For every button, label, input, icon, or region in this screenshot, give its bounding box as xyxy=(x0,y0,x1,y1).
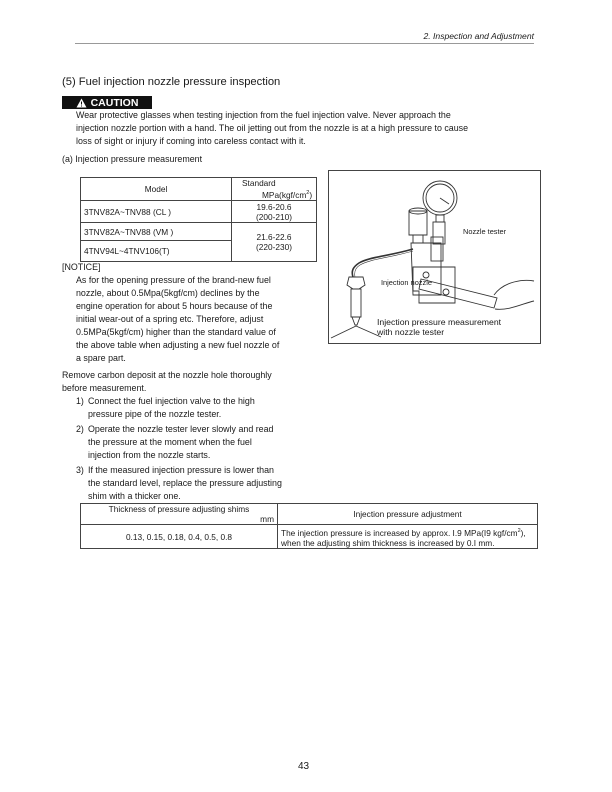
step-line: injection from the nozzle starts. xyxy=(88,450,211,460)
table-row xyxy=(81,223,317,241)
step-line: Connect the fuel injection valve to the high xyxy=(88,396,255,406)
notice-line: a spare part. xyxy=(76,353,126,363)
standard-unit: $MPa(kgf/cm^2)$ xyxy=(262,190,313,200)
column-header-adjustment: Injection pressure adjustment xyxy=(278,504,538,525)
step-number: 1) xyxy=(76,396,84,406)
notice-line: 0.5MPa(5kgf/cm) higher than the standard value of xyxy=(76,327,276,337)
value-kgf: (200-210) xyxy=(256,211,292,222)
step-line: Operate the nozzle tester lever slowly and read xyxy=(88,424,274,434)
note-line: Remove carbon deposit at the nozzle hole thoroughly xyxy=(62,370,272,380)
column-header-model: Model xyxy=(81,178,232,201)
caution-line: Wear protective glasses when testing injection from the fuel injection valve. Never approach the xyxy=(76,110,451,120)
notice-line: engine operation for about 5 hours because of the xyxy=(76,301,273,311)
step-item xyxy=(76,423,336,462)
notice-line: As for the opening pressure of the brand-new fuel xyxy=(76,275,271,285)
thickness-values-cell: 0.13, 0.15, 0.18, 0.4, 0.5, 0.8 xyxy=(81,525,278,549)
description-line: The injection pressure is increased by approx. I.9 MPa(I9 kgf/$cm^2$), xyxy=(281,527,526,538)
notice-heading: [NOTICE] xyxy=(62,262,101,272)
header-divider xyxy=(75,43,534,44)
step-number: 2) xyxy=(76,424,84,434)
model-cell: 3TNV82A~TNV88 (VM ) xyxy=(81,223,232,241)
step-item xyxy=(76,464,336,503)
caution-text xyxy=(76,109,546,148)
value-kgf: (220-230) xyxy=(256,242,292,252)
nozzle-tester-figure xyxy=(328,170,541,344)
notice-body xyxy=(76,274,326,365)
page-number: 43 xyxy=(298,761,310,772)
thickness-header-text: Thickness of pressure adjusting shims xyxy=(108,504,250,514)
value-cell xyxy=(232,223,317,262)
table-row xyxy=(81,201,317,223)
step-number: 3) xyxy=(76,465,84,475)
table-row xyxy=(81,525,538,549)
caution-line: loss of sight or injury if coming into careless contact with it. xyxy=(76,136,306,146)
caution-line: injection nozzle portion with a hand. The oil jetting out from the nozzle is at a high pressure to cause xyxy=(76,123,469,133)
step-line: pressure pipe of the nozzle tester. xyxy=(88,409,222,419)
procedure-steps xyxy=(76,395,336,505)
value-cell xyxy=(232,201,317,223)
running-header: 2. Inspection and Adjustment xyxy=(423,31,534,41)
step-line: the standard level, replace the pressure adjusting xyxy=(88,478,282,488)
column-header-thickness xyxy=(81,504,278,525)
caution-badge xyxy=(62,96,152,109)
notice-line: initial wear-out of a spring etc. Therefore, adjust xyxy=(76,314,264,324)
model-cell: 4TNV94L~4TNV106(T) xyxy=(81,241,232,262)
standard-pressure-table xyxy=(80,177,317,262)
warning-triangle-icon xyxy=(76,98,87,108)
table-header-row xyxy=(81,178,317,201)
caution-label: CAUTION xyxy=(90,96,139,109)
caption-line: Injection pressure measurement xyxy=(377,317,502,327)
step-line: shim with a thicker one. xyxy=(88,491,181,501)
value-mpa: 19.6-20.6 xyxy=(256,201,292,212)
section-title: (5) Fuel injection nozzle pressure inspection xyxy=(62,76,281,88)
label-injection-nozzle: Injection nozzle xyxy=(381,278,432,287)
thickness-unit: mm xyxy=(260,514,274,524)
step-item xyxy=(76,395,336,421)
notice-line: the above table when adjusting a new fuel nozzle of xyxy=(76,340,280,350)
step-line: the pressure at the moment when the fuel xyxy=(88,437,252,447)
figure-caption xyxy=(377,317,501,337)
adjustment-description-cell xyxy=(278,525,538,549)
column-header-standard xyxy=(232,178,317,201)
shim-adjustment-table xyxy=(80,503,538,549)
standard-label: Standard xyxy=(242,178,276,188)
label-nozzle-tester: Nozzle tester xyxy=(463,227,507,236)
value-mpa: 21.6-22.6 xyxy=(256,232,292,242)
subsection-title: (a) Injection pressure measurement xyxy=(62,154,203,164)
note-line: before measurement. xyxy=(62,383,147,393)
remove-carbon-note xyxy=(62,369,332,395)
description-line: when the adjusting shim thickness is increased by 0.I mm. xyxy=(281,537,495,548)
notice-line: nozzle, about 0.5Mpa(5kgf/cm) declines by the xyxy=(76,288,260,298)
model-cell: 3TNV82A~TNV88 (CL ) xyxy=(81,201,232,223)
caption-line: with nozzle tester xyxy=(377,327,445,337)
table-header-row xyxy=(81,504,538,525)
step-line: If the measured injection pressure is lower than xyxy=(88,465,274,475)
